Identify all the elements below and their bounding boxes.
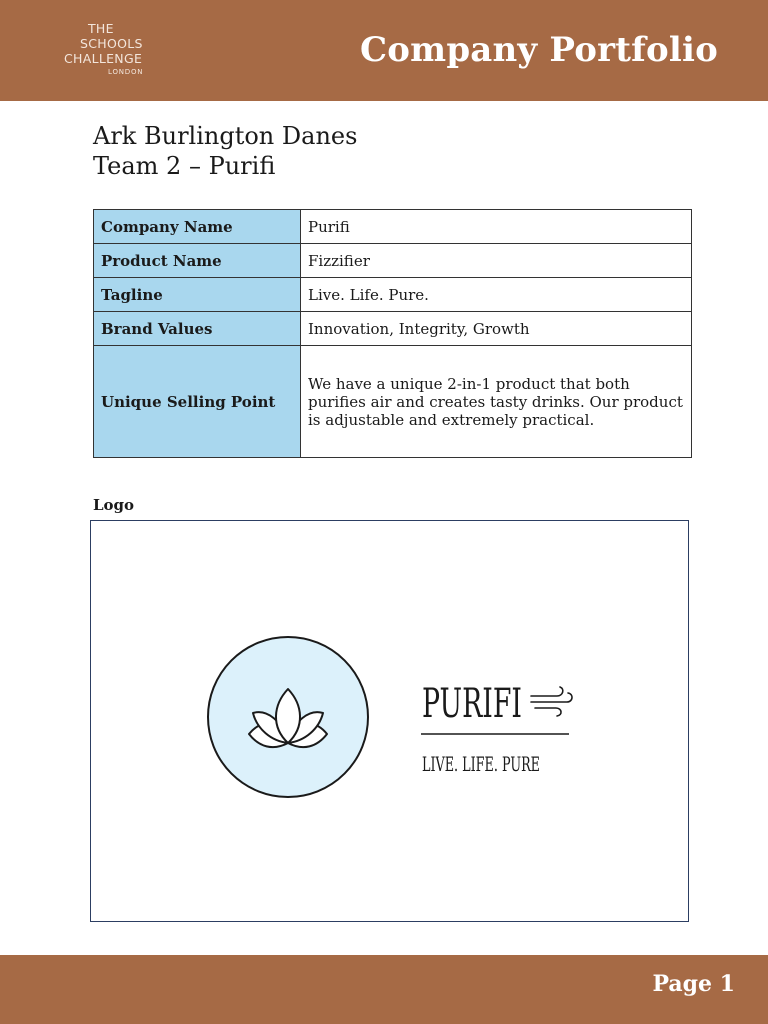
row-label-brand-values: Brand Values xyxy=(94,312,301,346)
team-name: Team 2 – Purifi xyxy=(93,152,276,180)
wind-icon xyxy=(531,687,572,716)
logo-tagline-text: LIVE. LIFE. PURE xyxy=(422,752,540,776)
row-label-tagline: Tagline xyxy=(94,278,301,312)
table-row xyxy=(94,346,692,458)
table-row xyxy=(94,278,692,312)
page-number: Page 1 xyxy=(652,971,735,997)
row-value-company-name: Purifi xyxy=(301,210,692,244)
page-header xyxy=(0,0,768,101)
table-row xyxy=(94,244,692,278)
table-row xyxy=(94,312,692,346)
row-value-brand-values: Innovation, Integrity, Growth xyxy=(301,312,692,346)
table-row xyxy=(94,210,692,244)
row-label-product-name: Product Name xyxy=(94,244,301,278)
company-info-table xyxy=(93,209,692,458)
row-label-company-name: Company Name xyxy=(94,210,301,244)
row-label-usp: Unique Selling Point xyxy=(94,346,301,458)
logo-wordmark xyxy=(421,681,572,776)
row-value-usp: We have a unique 2-in-1 product that both purifies air and creates tasty drinks. Our product is adjustable and extremely practical. xyxy=(301,346,692,458)
brand-line-schools: SCHOOLS xyxy=(80,36,143,51)
page-title: Company Portfolio xyxy=(360,30,718,70)
school-name: Ark Burlington Danes xyxy=(93,122,358,150)
logo-frame xyxy=(90,520,689,922)
page-footer xyxy=(0,955,768,1024)
row-value-tagline: Live. Life. Pure. xyxy=(301,278,692,312)
brand-line-challenge: CHALLENGE xyxy=(64,51,143,66)
row-value-product-name: Fizzifier xyxy=(301,244,692,278)
logo-wordmark-text: PURIFI xyxy=(422,681,522,727)
brand-line-the: THE xyxy=(88,21,114,36)
logo-section-label: Logo xyxy=(93,496,135,514)
purifi-logo-image xyxy=(91,521,688,921)
brand-line-london: LONDON xyxy=(108,68,144,76)
schools-challenge-logo xyxy=(64,21,146,78)
team-heading xyxy=(93,121,357,181)
